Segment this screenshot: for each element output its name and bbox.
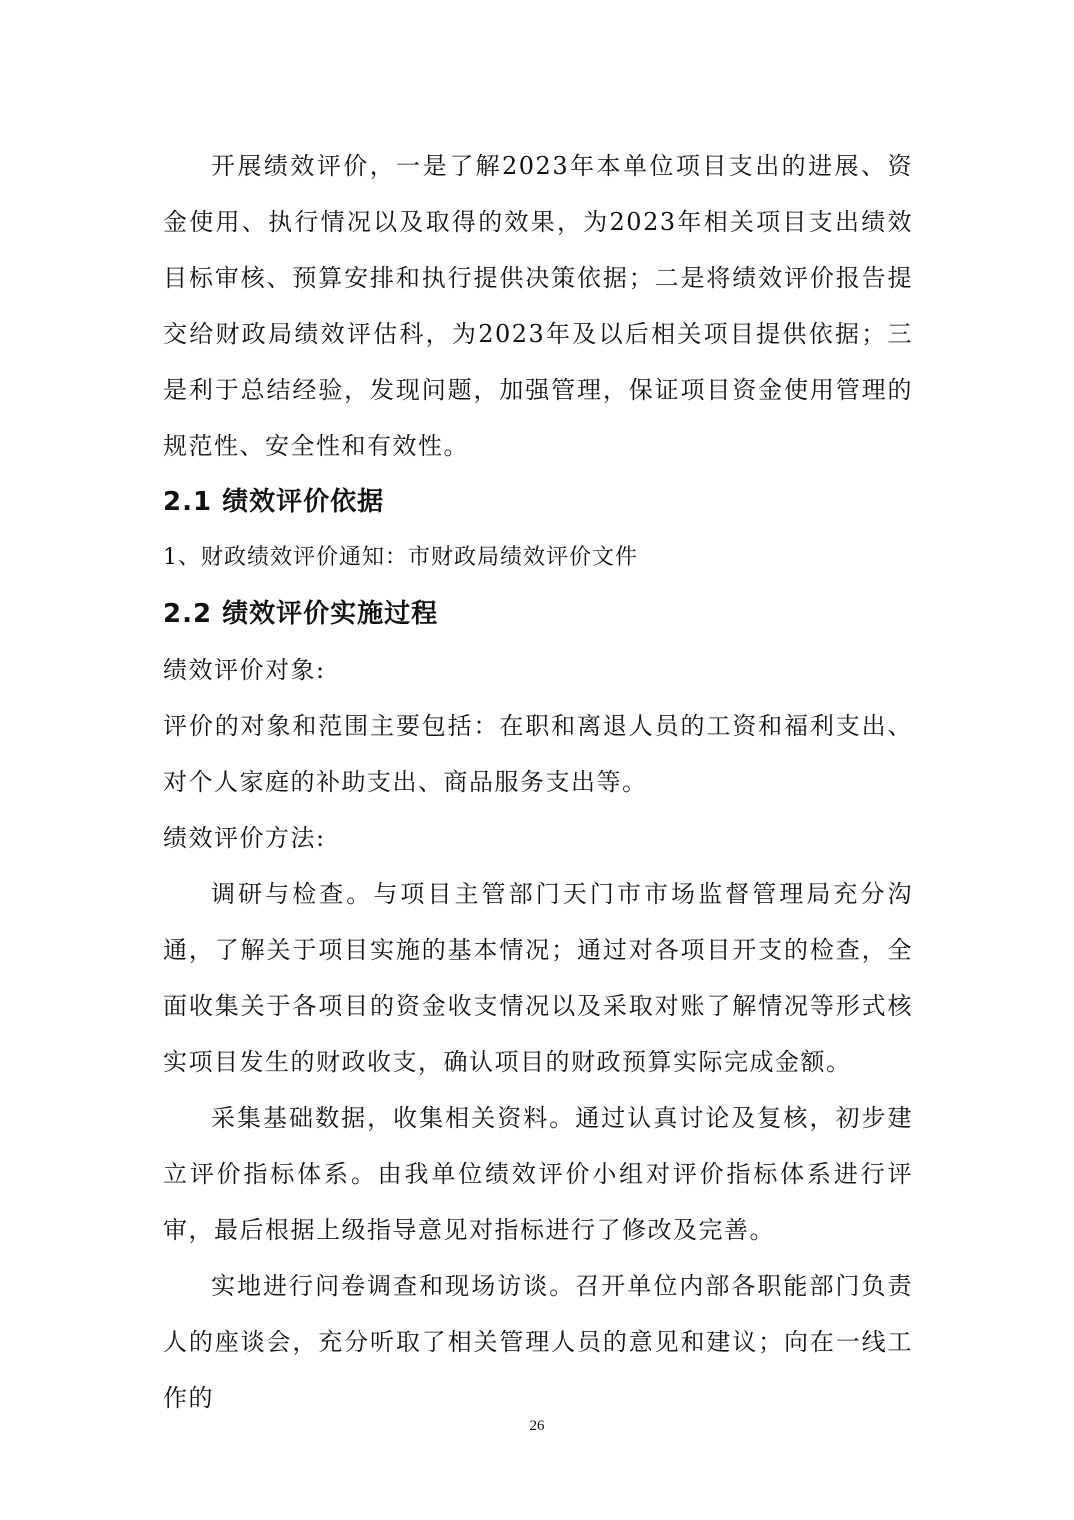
method-paragraph-survey: 调研与检查。与项目主管部门天门市市场监督管理局充分沟通，了解关于项目实施的基本情况；通过对各项目开支的检查，全面收集关于各项目的资金收支情况以及采取对账了解情况等形式核实项目发生的财政收支，确认项目的财政预算实际完成金额。 [163,880,913,1076]
page-number: 26 [529,1418,545,1434]
method-label: 绩效评价方法: [163,824,326,852]
method-paragraph-data: 采集基础数据，收集相关资料。通过认真讨论及复核，初步建立评价指标体系。由我单位绩效评价小组对评价指标体系进行评审，最后根据上级指导意见对指标进行了修改及完善。 [163,1104,913,1244]
purpose-paragraph: 开展绩效评价，一是了解2023年本单位项目支出的进展、资金使用、执行情况以及取得的效果，为2023年相关项目支出绩效目标审核、预算安排和执行提供决策依据；二是将绩效评价报告提交给财政局绩效评估科，为2023年及以后相关项目提供依据；三是利于总结经验，发现问题，加强管理，保证项目资金使用管理的规范性、安全性和有效性。 [163,152,913,460]
page-body [163,138,913,1426]
section-heading-basis: 2.1 绩效评价依据 [163,487,385,517]
section-heading-process: 2.2 绩效评价实施过程 [163,599,439,629]
basis-item: 1、财政绩效评价通知：市财政局绩效评价文件 [163,545,638,570]
method-paragraph-interview: 实地进行问卷调查和现场访谈。召开单位内部各职能部门负责人的座谈会，充分听取了相关管理人员的意见和建议；向在一线工作的 [163,1272,913,1412]
scope-paragraph: 评价的对象和范围主要包括：在职和离退人员的工资和福利支出、对个人家庭的补助支出、商品服务支出等。 [163,712,913,796]
object-label: 绩效评价对象: [163,656,326,684]
